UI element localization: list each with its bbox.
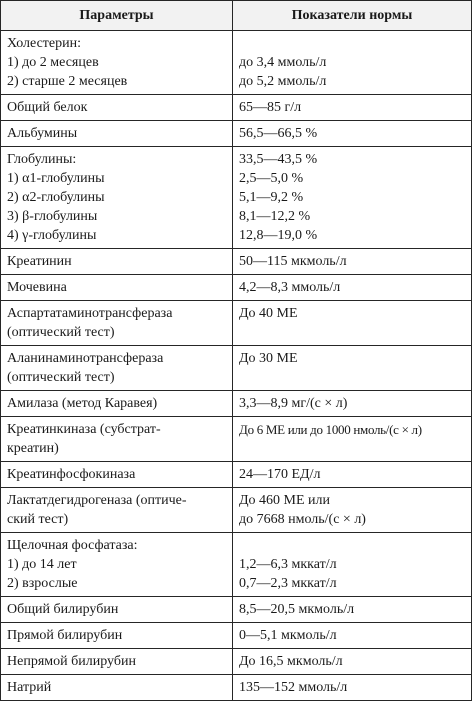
table-row (1, 417, 472, 462)
norm-value-line: До 6 МЕ или до 1000 нмоль/(с × л) (239, 422, 422, 437)
parameter-line: Глобулины: (7, 152, 77, 167)
parameter-cell (1, 417, 233, 462)
table-row (1, 675, 472, 701)
table-row (1, 31, 472, 95)
table-row (1, 649, 472, 675)
table-row (1, 249, 472, 275)
norm-value-cell (233, 121, 472, 147)
header-row (1, 1, 472, 31)
parameter-line: (оптический тест) (7, 370, 115, 385)
parameter-line: 2) старше 2 месяцев (7, 74, 128, 89)
parameter-cell (1, 649, 233, 675)
column-header-parameters: Параметры (1, 1, 233, 31)
table-row (1, 462, 472, 488)
parameter-line: Холестерин: (7, 36, 82, 51)
parameter-cell (1, 31, 233, 95)
norm-value-cell (233, 346, 472, 391)
parameter-cell (1, 488, 233, 533)
parameter-line: Креатинфосфокиназа (7, 467, 136, 482)
norm-value-line: 33,5—43,5 % (239, 152, 318, 167)
table-row (1, 121, 472, 147)
parameter-cell (1, 462, 233, 488)
norm-value-line: 8,5—20,5 мкмоль/л (239, 602, 355, 617)
norm-value-line: 135—152 ммоль/л (239, 680, 348, 695)
norm-value-cell (233, 533, 472, 597)
table-row (1, 147, 472, 249)
table-row (1, 275, 472, 301)
norm-value-line: 0,7—2,3 мккат/л (239, 576, 337, 591)
norm-value-cell (233, 417, 472, 462)
norm-value-cell (233, 649, 472, 675)
norm-value-cell (233, 275, 472, 301)
parameter-line: Амилаза (метод Каравея) (7, 396, 158, 411)
norm-value-line (239, 34, 465, 53)
norm-value-cell (233, 95, 472, 121)
norm-value-line: 24—170 ЕД/л (239, 467, 321, 482)
norm-value-cell (233, 147, 472, 249)
column-header-norms: Показатели нормы (233, 1, 472, 31)
parameter-cell (1, 533, 233, 597)
parameter-line: 2) взрослые (7, 576, 78, 591)
table-row (1, 301, 472, 346)
parameter-line: Общий белок (7, 100, 88, 115)
parameter-cell (1, 597, 233, 623)
norm-value-line: 4,2—8,3 ммоль/л (239, 280, 341, 295)
norm-value-line (239, 536, 465, 555)
norm-value-cell (233, 249, 472, 275)
parameter-line: Лактатдегидрогеназа (оптиче- (7, 493, 187, 508)
table-row (1, 391, 472, 417)
norm-value-cell (233, 488, 472, 533)
parameter-line: Натрий (7, 680, 52, 695)
parameter-line: Щелочная фосфатаза: (7, 538, 138, 553)
parameter-line: 3) β-глобулины (7, 209, 98, 224)
parameter-line: Альбумины (7, 126, 78, 141)
parameter-line: Креатинин (7, 254, 72, 269)
norm-value-cell (233, 31, 472, 95)
parameter-cell (1, 346, 233, 391)
parameter-cell (1, 391, 233, 417)
parameter-line: ский тест) (7, 512, 69, 527)
norm-value-cell (233, 301, 472, 346)
parameter-line: Мочевина (7, 280, 67, 295)
parameter-cell (1, 95, 233, 121)
norm-value-line: До 40 МЕ (239, 306, 298, 321)
parameter-line: 1) до 14 лет (7, 557, 77, 572)
norm-value-line: 3,3—8,9 мг/(с × л) (239, 396, 348, 411)
table-row (1, 533, 472, 597)
table-row (1, 95, 472, 121)
norm-value-line: 2,5—5,0 % (239, 171, 304, 186)
norm-value-line: До 16,5 мкмоль/л (239, 654, 343, 669)
norm-value-line: До 460 МЕ или (239, 493, 331, 508)
parameter-cell (1, 249, 233, 275)
parameter-line: 1) α1-глобулины (7, 171, 105, 186)
norm-value-cell (233, 597, 472, 623)
table-row (1, 597, 472, 623)
norm-value-line: 1,2—6,3 мккат/л (239, 557, 337, 572)
parameter-line: (оптический тест) (7, 325, 115, 340)
parameter-line: Аланинаминотрансфераза (7, 351, 164, 366)
parameter-line: Прямой билирубин (7, 628, 123, 643)
norm-value-cell (233, 623, 472, 649)
parameter-cell (1, 275, 233, 301)
table-row (1, 346, 472, 391)
parameter-line: Аспартатаминотрансфераза (7, 306, 173, 321)
norm-value-line: до 7668 нмоль/(с × л) (239, 512, 366, 527)
norm-value-line: 65—85 г/л (239, 100, 302, 115)
parameter-cell (1, 301, 233, 346)
parameter-line: 2) α2-глобулины (7, 190, 105, 205)
parameter-cell (1, 121, 233, 147)
norm-value-line: 56,5—66,5 % (239, 126, 318, 141)
parameter-line: креатин) (7, 441, 59, 456)
norm-value-line: до 5,2 ммоль/л (239, 74, 327, 89)
table-row (1, 623, 472, 649)
parameter-line: Общий билирубин (7, 602, 119, 617)
norm-value-line: 0—5,1 мкмоль/л (239, 628, 337, 643)
parameter-cell (1, 147, 233, 249)
norm-value-cell (233, 462, 472, 488)
norm-value-line: 12,8—19,0 % (239, 228, 318, 243)
parameter-line: Креатинкиназа (субстрат- (7, 422, 161, 437)
norm-value-line: 50—115 мкмоль/л (239, 254, 347, 269)
norm-value-line: 5,1—9,2 % (239, 190, 304, 205)
norm-value-line: 8,1—12,2 % (239, 209, 311, 224)
parameter-cell (1, 623, 233, 649)
norm-value-cell (233, 675, 472, 701)
parameter-line: 1) до 2 месяцев (7, 55, 99, 70)
norm-value-line: До 30 МЕ (239, 351, 298, 366)
parameter-cell (1, 675, 233, 701)
table-body (1, 31, 472, 701)
parameter-line: 4) γ-глобулины (7, 228, 97, 243)
norm-value-cell (233, 391, 472, 417)
table-row (1, 488, 472, 533)
norm-value-line: до 3,4 ммоль/л (239, 55, 327, 70)
parameter-line: Непрямой билирубин (7, 654, 136, 669)
